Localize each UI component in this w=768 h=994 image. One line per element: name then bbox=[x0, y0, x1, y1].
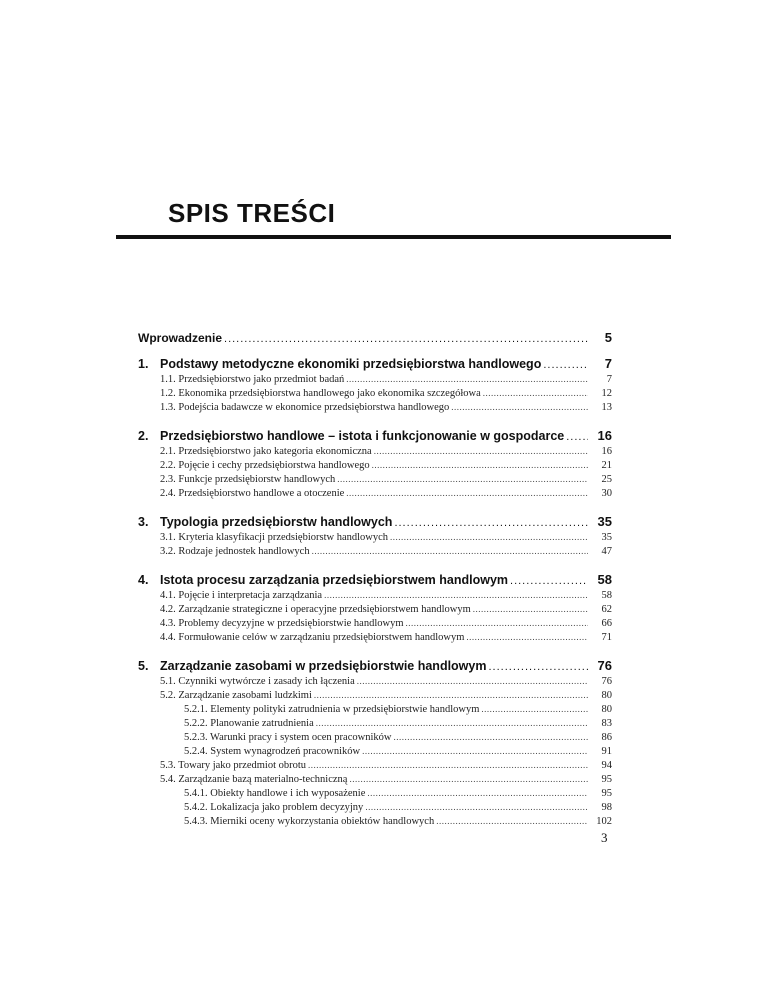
chapter-number: 3. bbox=[138, 515, 149, 529]
dot-leader bbox=[543, 359, 588, 371]
section-label: 5.1. Czynniki wytwórcze i zasady ich łączenia bbox=[160, 676, 355, 687]
dot-leader bbox=[224, 333, 588, 345]
dot-leader bbox=[374, 446, 588, 456]
section-label: 3.2. Rodzaje jednostek handlowych bbox=[160, 546, 310, 557]
toc-chapter-heading bbox=[138, 514, 612, 532]
dot-leader bbox=[481, 704, 588, 714]
dot-leader bbox=[473, 604, 588, 614]
section-label: 2.2. Pojęcie i cechy przedsiębiorstwa handlowego bbox=[160, 460, 370, 471]
chapter-title: Istota procesu zarządzania przedsiębiorstwem handlowym bbox=[160, 573, 509, 587]
section-page: 76 bbox=[601, 676, 612, 687]
dot-leader bbox=[394, 517, 588, 529]
toc-section bbox=[138, 388, 612, 402]
section-page: 95 bbox=[601, 788, 612, 799]
chapter-page: 16 bbox=[597, 428, 612, 443]
toc-chapter bbox=[138, 428, 612, 502]
section-label: 5.2.3. Warunki pracy i system ocen pracowników bbox=[184, 732, 392, 743]
section-page: 62 bbox=[601, 604, 612, 615]
dot-leader bbox=[324, 590, 588, 600]
section-label: 5.2. Zarządzanie zasobami ludzkimi bbox=[160, 690, 312, 701]
section-label: 2.4. Przedsiębiorstwo handlowe a otoczenie bbox=[160, 488, 345, 499]
chapter-number: 5. bbox=[138, 659, 149, 673]
toc-entry-introduction bbox=[138, 330, 612, 348]
section-page: 58 bbox=[601, 590, 612, 601]
section-label: 5.4.1. Obiekty handlowe i ich wyposażenie bbox=[184, 788, 366, 799]
chapter-page: 58 bbox=[597, 572, 612, 587]
toc-section bbox=[138, 732, 612, 746]
toc-section bbox=[138, 446, 612, 460]
dot-leader bbox=[346, 374, 588, 384]
toc-chapter bbox=[138, 572, 612, 646]
toc-chapter bbox=[138, 356, 612, 416]
chapter-list bbox=[138, 356, 612, 830]
section-label: 5.2.4. System wynagrodzeń pracowników bbox=[184, 746, 361, 757]
toc-section bbox=[138, 532, 612, 546]
toc-chapter-heading bbox=[138, 658, 612, 676]
section-label: 5.2.2. Planowanie zatrudnienia bbox=[184, 718, 314, 729]
section-page: 80 bbox=[601, 690, 612, 701]
dot-leader bbox=[372, 460, 588, 470]
toc-section bbox=[138, 604, 612, 618]
section-label: 5.4.3. Mierniki oceny wykorzystania obiektów handlowych bbox=[184, 816, 435, 827]
section-page: 91 bbox=[601, 746, 612, 757]
section-page: 16 bbox=[601, 446, 612, 457]
section-label: 4.1. Pojęcie i interpretacja zarządzania bbox=[160, 590, 323, 601]
chapter-number: 1. bbox=[138, 357, 149, 371]
toc-section bbox=[138, 718, 612, 732]
dot-leader bbox=[390, 532, 588, 542]
dot-leader bbox=[349, 774, 588, 784]
dot-leader bbox=[451, 402, 588, 412]
toc-chapter bbox=[138, 658, 612, 830]
toc-section bbox=[138, 676, 612, 690]
section-label: 2.3. Funkcje przedsiębiorstw handlowych bbox=[160, 474, 336, 485]
toc-section bbox=[138, 746, 612, 760]
section-label: 4.4. Formułowanie celów w zarządzaniu przedsiębiorstwem handlowym bbox=[160, 632, 465, 643]
section-page: 30 bbox=[601, 488, 612, 499]
dot-leader bbox=[405, 618, 588, 628]
section-page: 71 bbox=[601, 632, 612, 643]
section-page: 94 bbox=[601, 760, 612, 771]
toc-section bbox=[138, 632, 612, 646]
dot-leader bbox=[510, 575, 588, 587]
section-label: 1.3. Podejścia badawcze w ekonomice przedsiębiorstwa handlowego bbox=[160, 402, 450, 413]
section-page: 66 bbox=[601, 618, 612, 629]
toc-section bbox=[138, 460, 612, 474]
dot-leader bbox=[393, 732, 588, 742]
section-label: 5.3. Towary jako przedmiot obrotu bbox=[160, 760, 307, 771]
section-page: 25 bbox=[601, 474, 612, 485]
section-page: 86 bbox=[601, 732, 612, 743]
section-label: 1.1. Przedsiębiorstwo jako przedmiot badań bbox=[160, 374, 345, 385]
dot-leader bbox=[314, 690, 588, 700]
toc-section bbox=[138, 774, 612, 788]
dot-leader bbox=[312, 546, 588, 556]
section-page: 83 bbox=[601, 718, 612, 729]
toc-entry-page: 5 bbox=[604, 330, 612, 345]
toc-section bbox=[138, 488, 612, 502]
chapter-number: 2. bbox=[138, 429, 149, 443]
dot-leader bbox=[337, 474, 588, 484]
page-number: 3 bbox=[601, 830, 608, 845]
chapter-page: 35 bbox=[597, 514, 612, 529]
toc-section bbox=[138, 802, 612, 816]
dot-leader bbox=[365, 802, 588, 812]
section-label: 3.1. Kryteria klasyfikacji przedsiębiorstw handlowych bbox=[160, 532, 389, 543]
toc-section bbox=[138, 704, 612, 718]
toc-chapter-heading bbox=[138, 428, 612, 446]
toc-section bbox=[138, 618, 612, 632]
dot-leader bbox=[566, 431, 588, 443]
section-page: 12 bbox=[601, 388, 612, 399]
title-rule bbox=[116, 235, 671, 239]
chapter-title: Typologia przedsiębiorstw handlowych bbox=[160, 515, 393, 529]
section-page: 80 bbox=[601, 704, 612, 715]
dot-leader bbox=[308, 760, 588, 770]
dot-leader bbox=[436, 816, 588, 826]
toc-section bbox=[138, 374, 612, 388]
toc-chapter-heading bbox=[138, 356, 612, 374]
section-label: 5.4.2. Lokalizacja jako problem decyzyjny bbox=[184, 802, 364, 813]
toc-section bbox=[138, 590, 612, 604]
toc-section bbox=[138, 474, 612, 488]
chapter-title: Podstawy metodyczne ekonomiki przedsiębiorstwa handlowego bbox=[160, 357, 542, 371]
section-page: 13 bbox=[601, 402, 612, 413]
section-page: 21 bbox=[601, 460, 612, 471]
dot-leader bbox=[346, 488, 588, 498]
dot-leader bbox=[466, 632, 588, 642]
dot-leader bbox=[316, 718, 588, 728]
section-page: 7 bbox=[606, 374, 612, 385]
section-page: 35 bbox=[601, 532, 612, 543]
section-page: 47 bbox=[601, 546, 612, 557]
chapter-page: 7 bbox=[604, 356, 612, 371]
dot-leader bbox=[483, 388, 588, 398]
dot-leader bbox=[488, 661, 588, 673]
section-label: 4.3. Problemy decyzyjne w przedsiębiorstwie handlowym bbox=[160, 618, 404, 629]
chapter-page: 76 bbox=[597, 658, 612, 673]
dot-leader bbox=[367, 788, 588, 798]
toc-section bbox=[138, 760, 612, 774]
section-label: 5.4. Zarządzanie bazą materialno-techniczną bbox=[160, 774, 348, 785]
section-page: 102 bbox=[596, 816, 612, 827]
section-label: 1.2. Ekonomika przedsiębiorstwa handlowego jako ekonomika szczegółowa bbox=[160, 388, 481, 399]
toc-section bbox=[138, 546, 612, 560]
section-page: 95 bbox=[601, 774, 612, 785]
toc-section bbox=[138, 402, 612, 416]
dot-leader bbox=[362, 746, 588, 756]
chapter-title: Zarządzanie zasobami w przedsiębiorstwie handlowym bbox=[160, 659, 487, 673]
section-label: 2.1. Przedsiębiorstwo jako kategoria ekonomiczna bbox=[160, 446, 372, 457]
section-page: 98 bbox=[601, 802, 612, 813]
toc-chapter-heading bbox=[138, 572, 612, 590]
toc-section bbox=[138, 690, 612, 704]
toc-section bbox=[138, 788, 612, 802]
toc-chapter bbox=[138, 514, 612, 560]
chapter-number: 4. bbox=[138, 573, 149, 587]
toc-entry-label: Wprowadzenie bbox=[138, 331, 223, 345]
dot-leader bbox=[357, 676, 588, 686]
section-label: 4.2. Zarządzanie strategiczne i operacyjne przedsiębiorstwem handlowym bbox=[160, 604, 471, 615]
chapter-title: Przedsiębiorstwo handlowe – istota i funkcjonowanie w gospodarce bbox=[160, 429, 565, 443]
table-of-contents bbox=[138, 330, 612, 842]
toc-section bbox=[138, 816, 612, 830]
section-label: 5.2.1. Elementy polityki zatrudnienia w przedsiębiorstwie handlowym bbox=[184, 704, 480, 715]
page-title: SPIS TREŚCI bbox=[168, 198, 336, 228]
